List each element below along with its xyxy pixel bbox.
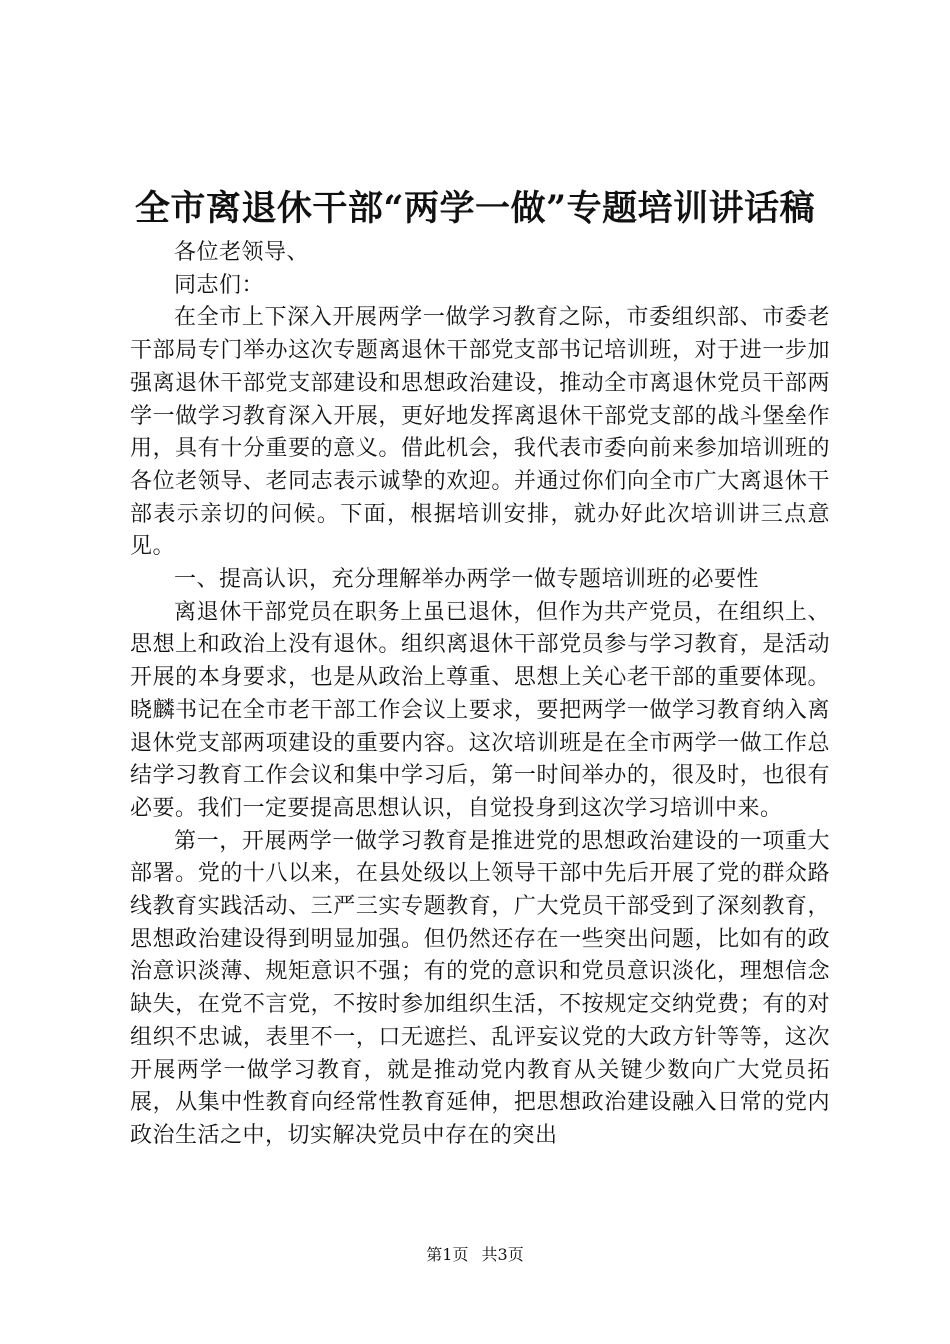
section-heading-1: 一、提高认识，充分理解举办两学一做专题培训班的必要性: [174, 567, 760, 593]
salutation-line-2: 同志们：: [174, 272, 265, 298]
page-footer: [0, 1245, 950, 1265]
page-number: 第1页: [426, 1245, 469, 1264]
paragraph-point-1: 第一，开展两学一做学习教育是推进党的思想政治建设的一项重大部署。党的十八以来，在县处级以上领导干部中先后开展了党的群众路线教育实践活动、三严三实专题教育，广大党员干部受到了深刻教育，思想政治建设得到明显加强。但仍然还存在一些突出问题，比如有的政治意识淡薄、规矩意识不强；有的党的意识和党员意识淡化，理想信念缺失，在党不言党，不按时参加组织生活，不按规定交纳党费；有的对组织不忠诚，表里不一，口无遮拦、乱评妄议党的大政方针等等，这次开展两学一做学习教育，就是推动党内教育从关键少数向广大党员拓展，从集中性教育向经常性教育延伸，把思想政治建设融入日常的党内政治生活之中，切实解决党员中存在的突出: [130, 828, 830, 1148]
document-title: 全市离退休干部“两学一做”专题培训讲话稿: [134, 188, 816, 229]
document-body: [130, 237, 830, 1153]
paragraph-section-1: 离退休干部党员在职务上虽已退休，但作为共产党员，在组织上、思想上和政治上没有退休。组织离退休干部党员参与学习教育，是活动开展的本身要求，也是从政治上尊重、思想上关心老干部的重要体现。晓麟书记在全市老干部工作会议上要求，要把两学一做学习教育纳入离退休党支部两项建设的重要内容。这次培训班是在全市两学一做工作总结学习教育工作会议和集中学习后，第一时间举办的，很及时，也很有必要。我们一定要提高思想认识，自觉投身到这次学习培训中来。: [130, 599, 830, 821]
salutation-line-1: 各位老领导、: [174, 240, 310, 265]
paragraph-intro: 在全市上下深入开展两学一做学习教育之际，市委组织部、市委老干部局专门举办这次专题离退休干部党支部书记培训班，对于进一步加强离退休干部党支部建设和思想政治建设，推动全市离退休党员干部两学一做学习教育深入开展，更好地发挥离退休干部党支部的战斗堡垒作用，具有十分重要的意义。借此机会，我代表市委向前来参加培训班的各位老领导、老同志表示诚挚的欢迎。并通过你们向全市广大离退休干部表示亲切的问候。下面，根据培训安排，就办好此次培训讲三点意见。: [130, 305, 830, 560]
page-total: 共3页: [481, 1245, 524, 1264]
